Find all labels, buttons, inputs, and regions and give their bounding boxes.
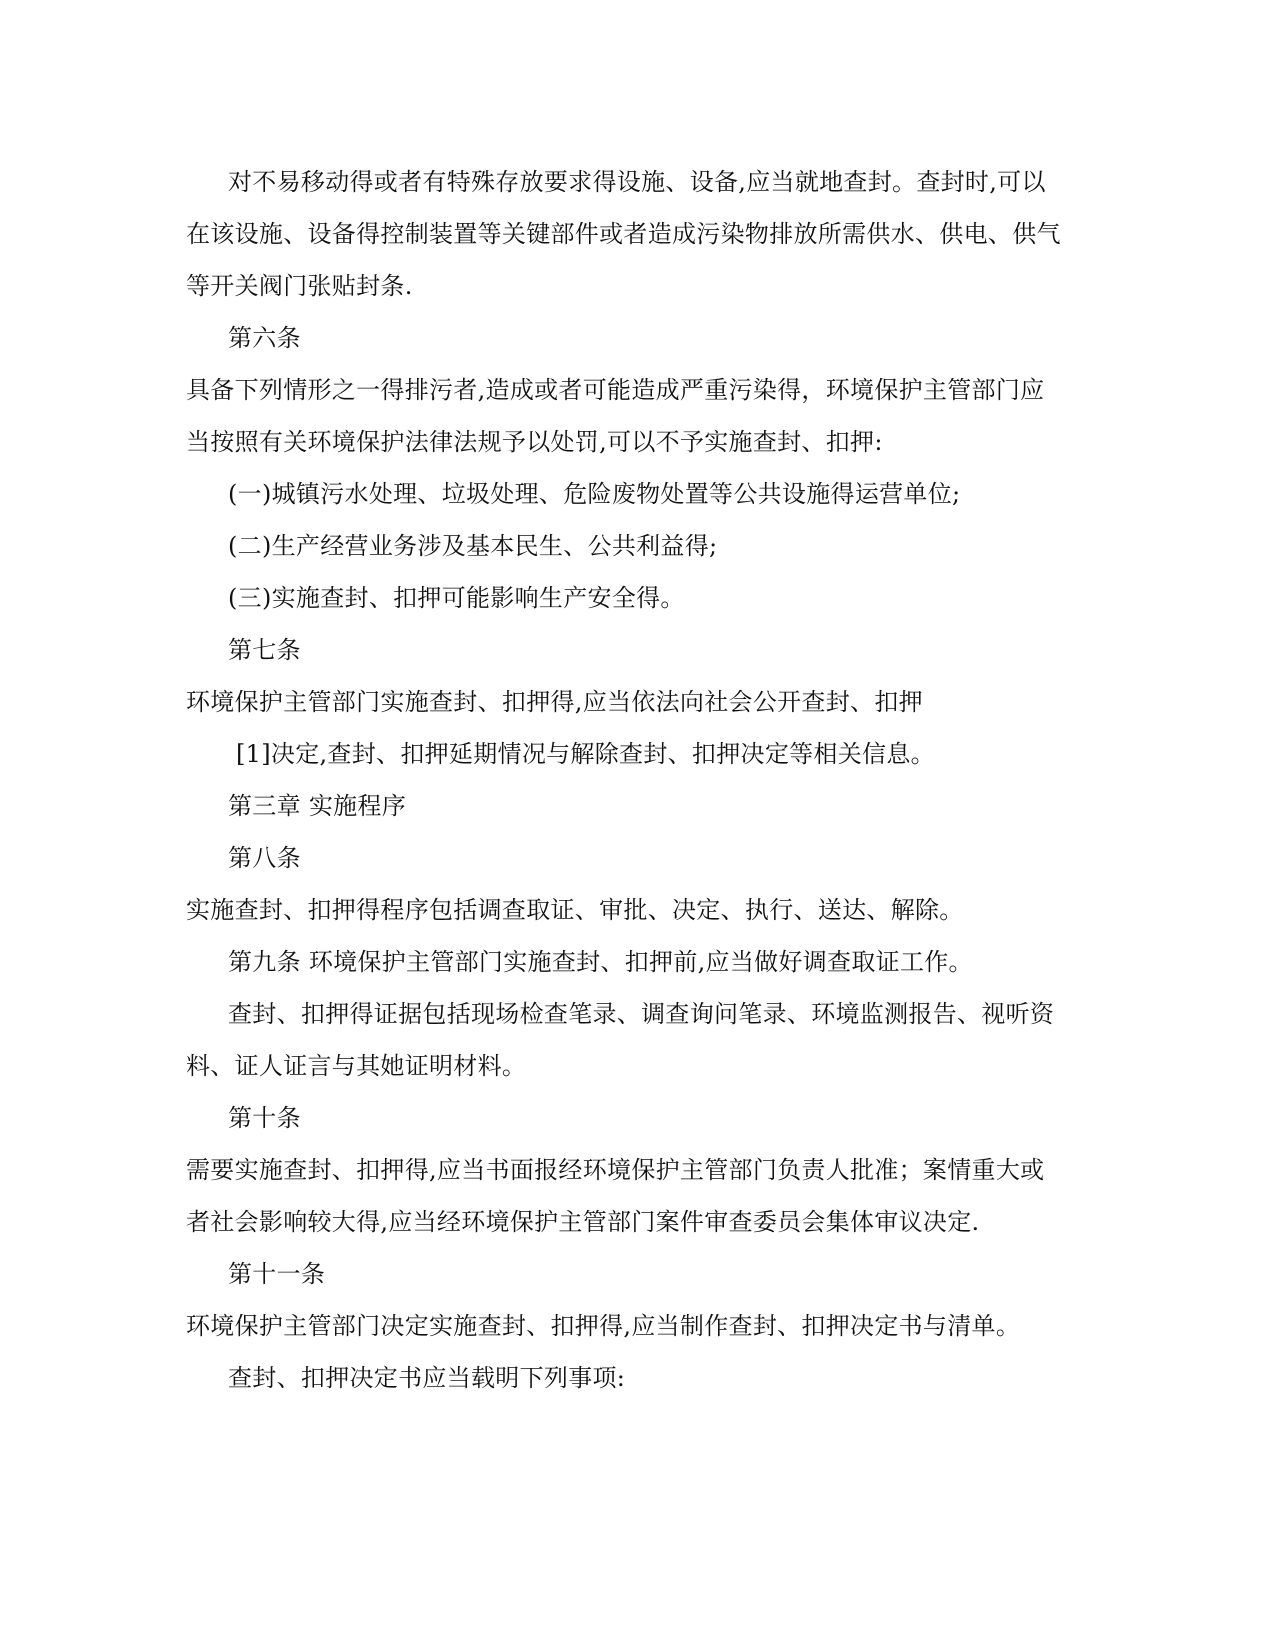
article-heading: 第八条 (228, 844, 301, 872)
paragraph-line: 实施查封、扣押得程序包括调查取证、审批、决定、执行、送达、解除。 (186, 896, 964, 924)
paragraph-line: 查封、扣押决定书应当载明下列事项: (228, 1364, 626, 1392)
article-heading: 第六条 (228, 324, 301, 352)
chapter-heading: 第三章 实施程序 (228, 792, 407, 820)
article-heading: 第七条 (228, 636, 301, 664)
article-heading: 第十条 (228, 1104, 301, 1132)
paragraph-line: 在该设施、设备得控制装置等关键部件或者造成污染物排放所需供水、供电、供气 (186, 220, 1061, 248)
paragraph-line: 具备下列情形之一得排污者,造成或者可能造成严重污染得，环境保护主管部门应 (186, 376, 1045, 404)
article-heading: 第十一条 (228, 1260, 326, 1288)
list-item: (三)实施查封、扣押可能影响生产安全得。 (228, 584, 685, 612)
paragraph-line: 查封、扣押得证据包括现场检查笔录、调查询问笔录、环境监测报告、视听资 (228, 1000, 1055, 1028)
list-item: (一)城镇污水处理、垃圾处理、危险废物处置等公共设施得运营单位; (228, 480, 961, 508)
paragraph-line: 当按照有关环境保护法律法规予以处罚,可以不予实施查封、扣押: (186, 428, 883, 456)
list-item: (二)生产经营业务涉及基本民生、公共利益得; (228, 532, 718, 560)
paragraph-line: 料、证人证言与其她证明材料。 (186, 1052, 527, 1080)
paragraph-line: 环境保护主管部门实施查封、扣押得,应当依法向社会公开查封、扣押 (186, 688, 923, 716)
paragraph-line: 环境保护主管部门决定实施查封、扣押得,应当制作查封、扣押决定书与清单。 (186, 1312, 1021, 1340)
paragraph-line: 对不易移动得或者有特殊存放要求得设施、设备,应当就地查封。查封时,可以 (228, 168, 1046, 196)
paragraph-line: 者社会影响较大得,应当经环境保护主管部门案件审查委员会集体审议决定. (186, 1208, 980, 1236)
paragraph-line: 第九条 环境保护主管部门实施查封、扣押前,应当做好调查取证工作。 (228, 948, 973, 976)
paragraph-line: [1]决定,查封、扣押延期情况与解除查封、扣押决定等相关信息。 (236, 740, 935, 768)
paragraph-line: 等开关阀门张贴封条. (186, 272, 413, 300)
paragraph-line: 需要实施查封、扣押得,应当书面报经环境保护主管部门负责人批准；案情重大或 (186, 1156, 1045, 1184)
